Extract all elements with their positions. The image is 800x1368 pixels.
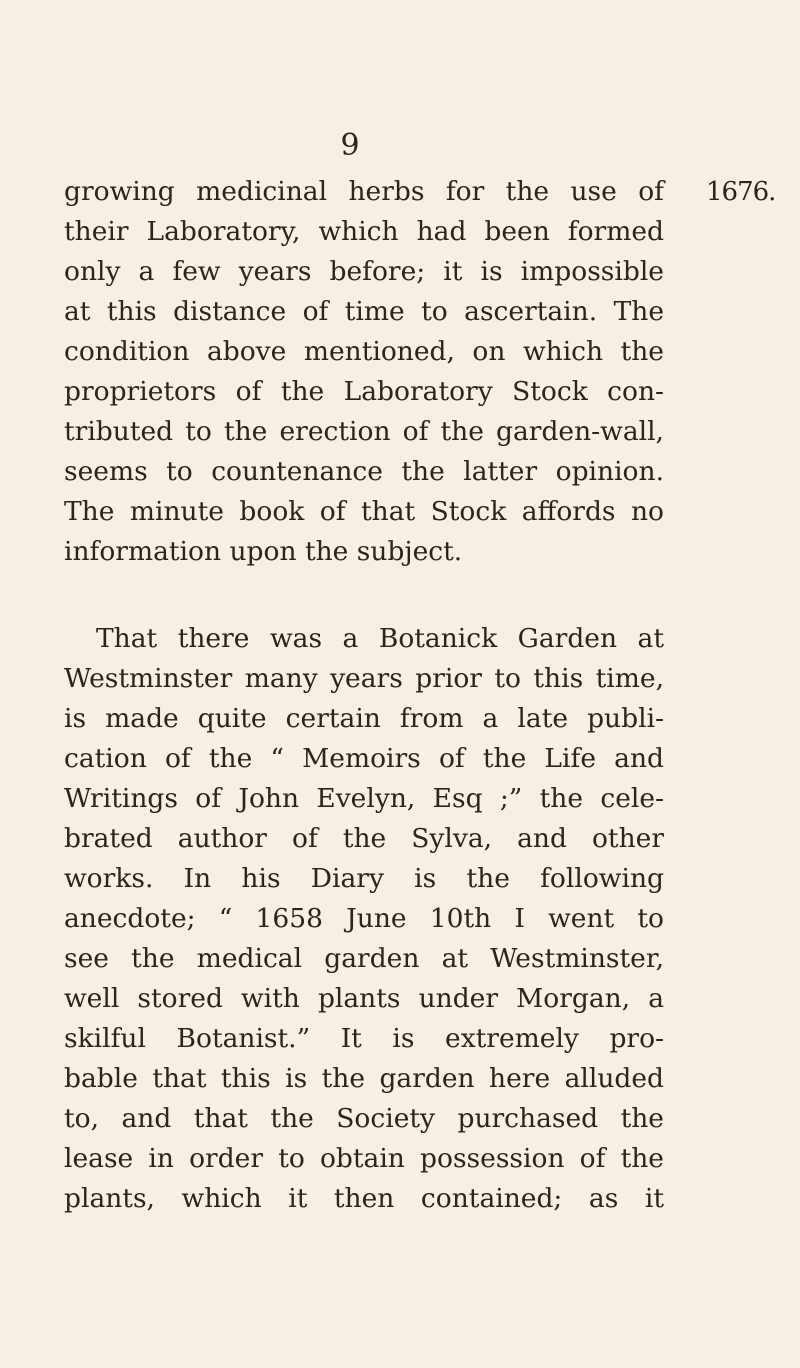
- text-line: their Laboratory, which had been formed: [64, 216, 664, 247]
- text-line: well stored with plants under Morgan, a: [64, 983, 664, 1014]
- text-line: seems to countenance the latter opinion.: [64, 456, 664, 487]
- text-line: growing medicinal herbs for the use of: [64, 176, 664, 207]
- text-line: see the medical garden at Westminster,: [64, 943, 664, 974]
- text-line: to, and that the Society purchased the: [64, 1103, 664, 1134]
- text-line: works. In his Diary is the following: [64, 863, 664, 894]
- text-line: brated author of the Sylva, and other: [64, 823, 664, 854]
- margin-year-note: 1676.: [706, 177, 776, 207]
- text-line: lease in order to obtain possession of the: [64, 1143, 664, 1174]
- text-line: anecdote; “ 1658 June 10th I went to: [64, 903, 664, 934]
- text-line: proprietors of the Laboratory Stock con-: [64, 376, 664, 407]
- text-line: cation of the “ Memoirs of the Life and: [64, 743, 664, 774]
- paragraph-2: [64, 619, 664, 1219]
- text-line: bable that this is the garden here alluded: [64, 1063, 664, 1094]
- text-line: tributed to the erection of the garden-wall,: [64, 416, 664, 447]
- text-line: plants, which it then contained; as it: [64, 1183, 664, 1214]
- paragraph-1: [64, 172, 664, 572]
- text-line: is made quite certain from a late publi-: [64, 703, 664, 734]
- text-line: That there was a Botanick Garden at: [96, 623, 664, 654]
- text-line: condition above mentioned, on which the: [64, 336, 664, 367]
- page-number: 9: [340, 128, 360, 163]
- text-line: Westminster many years prior to this time,: [64, 663, 664, 694]
- text-line: The minute book of that Stock affords no: [64, 496, 664, 527]
- text-line: at this distance of time to ascertain. The: [64, 296, 664, 327]
- text-line: information upon the subject.: [64, 536, 463, 567]
- text-line: only a few years before; it is impossible: [64, 256, 664, 287]
- text-line: skilful Botanist.” It is extremely pro-: [64, 1023, 664, 1054]
- text-line: Writings of John Evelyn, Esq ;” the cele-: [64, 783, 664, 814]
